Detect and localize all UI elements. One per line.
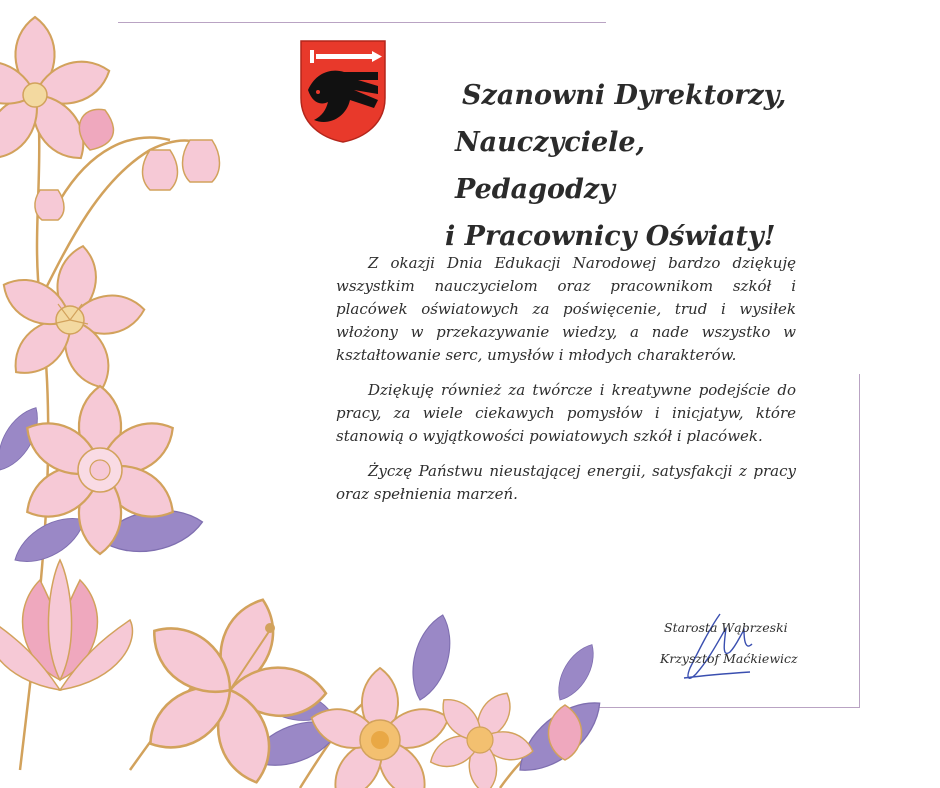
greeting-line: Nauczyciele, Pedagodzy: [455, 127, 645, 205]
coat-of-arms-icon: [298, 38, 388, 144]
body-paragraph: Życzę Państwu nieustającej energii, satysfakcji z pracy oraz spełnienia marzeń.: [336, 462, 796, 503]
greeting-line: i Pracownicy Oświaty!: [445, 221, 776, 252]
body-paragraph: Z okazji Dnia Edukacji Narodowej bardzo dziękuję wszystkim nauczycielom oraz pracownikom szkół i placówek oświatowych za poświęcenie, trud i wysiłek włożony w przekazywanie wiedzy, a nade wszystko w kształtowanie serc, umysłów i młodych charakterów.: [336, 254, 796, 364]
letter-body: [336, 252, 796, 518]
signature-name: Krzysztof Maćkiewicz: [660, 651, 798, 666]
body-paragraph: Dziękuję również za twórcze i kreatywne podejście do pracy, za wiele ciekawych pomysłów i inicjatyw, które stanowią o wyjątkowości powiatowych szkół i placówek.: [336, 381, 796, 445]
greeting-heading: [410, 72, 810, 260]
signature-block: [640, 608, 840, 688]
greeting-line: Szanowni Dyrektorzy,: [462, 80, 787, 111]
signature-title: Starosta Wąbrzeski: [664, 620, 788, 635]
